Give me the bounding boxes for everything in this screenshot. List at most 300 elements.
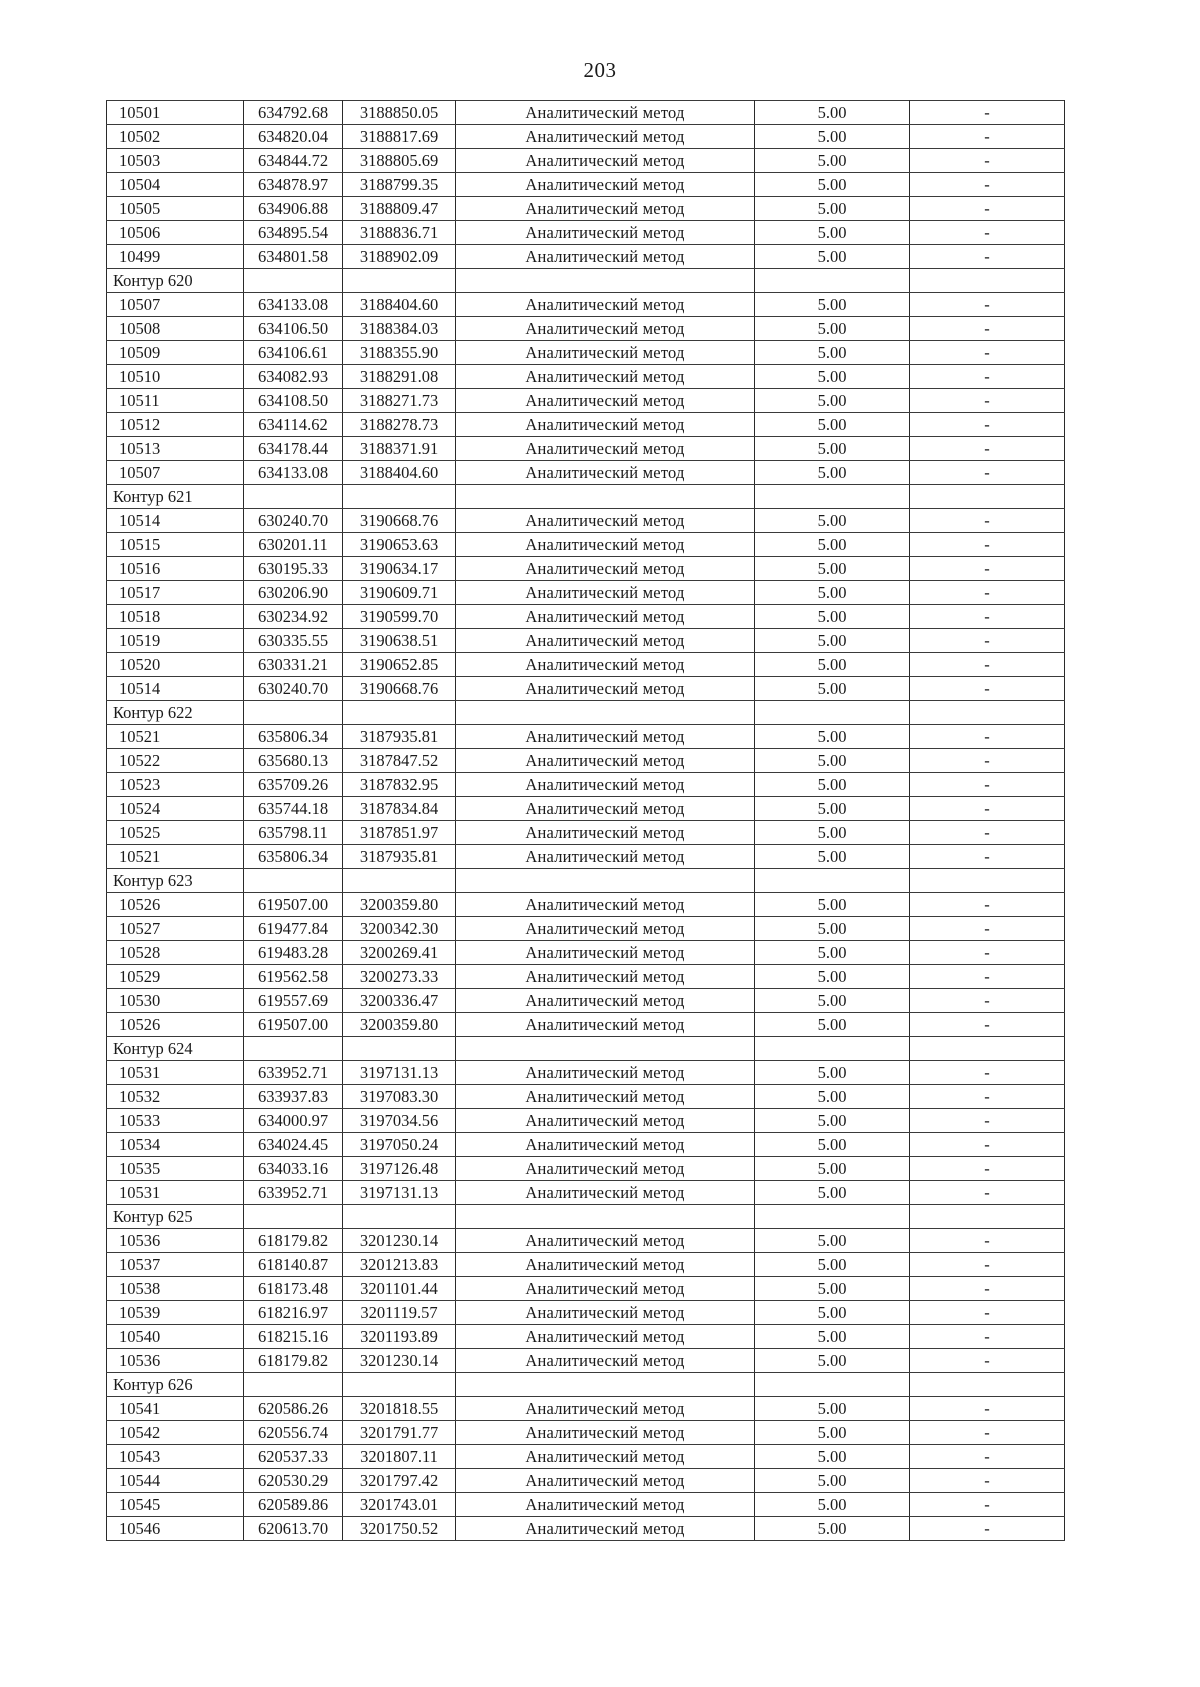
method-cell: Аналитический метод [456,941,755,965]
method-cell: Аналитический метод [456,1469,755,1493]
x-coordinate-cell: 634082.93 [244,365,343,389]
method-cell: Аналитический метод [456,221,755,245]
point-id-cell: 10499 [107,245,244,269]
method-cell: Аналитический метод [456,605,755,629]
note-cell: - [910,437,1065,461]
y-coordinate-cell: 3188902.09 [343,245,456,269]
table-row [107,1013,1065,1037]
accuracy-cell: 5.00 [755,125,910,149]
y-coordinate-cell: 3188836.71 [343,221,456,245]
x-coordinate-cell: 633937.83 [244,1085,343,1109]
accuracy-cell: 5.00 [755,1109,910,1133]
table-row [107,149,1065,173]
point-id-cell: 10516 [107,557,244,581]
y-coordinate-cell: 3190668.76 [343,677,456,701]
accuracy-cell: 5.00 [755,245,910,269]
empty-cell [456,1037,755,1061]
contour-label: Контур 621 [107,485,244,509]
y-coordinate-cell: 3201230.14 [343,1349,456,1373]
accuracy-cell: 5.00 [755,1157,910,1181]
point-id-cell: 10523 [107,773,244,797]
contour-header-row [107,1037,1065,1061]
y-coordinate-cell: 3187935.81 [343,845,456,869]
coordinates-table [106,100,1065,1541]
x-coordinate-cell: 635806.34 [244,845,343,869]
accuracy-cell: 5.00 [755,1421,910,1445]
empty-cell [456,869,755,893]
point-id-cell: 10539 [107,1301,244,1325]
empty-cell [755,269,910,293]
note-cell: - [910,989,1065,1013]
accuracy-cell: 5.00 [755,989,910,1013]
note-cell: - [910,1157,1065,1181]
table-row [107,629,1065,653]
x-coordinate-cell: 618179.82 [244,1229,343,1253]
method-cell: Аналитический метод [456,1181,755,1205]
accuracy-cell: 5.00 [755,1397,910,1421]
table-row [107,965,1065,989]
accuracy-cell: 5.00 [755,1445,910,1469]
y-coordinate-cell: 3201119.57 [343,1301,456,1325]
point-id-cell: 10506 [107,221,244,245]
note-cell: - [910,197,1065,221]
point-id-cell: 10518 [107,605,244,629]
table-row [107,1181,1065,1205]
empty-cell [910,701,1065,725]
note-cell: - [910,917,1065,941]
x-coordinate-cell: 634878.97 [244,173,343,197]
empty-cell [910,485,1065,509]
accuracy-cell: 5.00 [755,725,910,749]
table-row [107,437,1065,461]
accuracy-cell: 5.00 [755,893,910,917]
contour-header-row [107,869,1065,893]
x-coordinate-cell: 619557.69 [244,989,343,1013]
y-coordinate-cell: 3197034.56 [343,1109,456,1133]
x-coordinate-cell: 635744.18 [244,797,343,821]
empty-cell [755,1205,910,1229]
x-coordinate-cell: 620537.33 [244,1445,343,1469]
x-coordinate-cell: 634024.45 [244,1133,343,1157]
method-cell: Аналитический метод [456,797,755,821]
table-row [107,1421,1065,1445]
empty-cell [343,1037,456,1061]
point-id-cell: 10542 [107,1421,244,1445]
note-cell: - [910,965,1065,989]
note-cell: - [910,1517,1065,1541]
accuracy-cell: 5.00 [755,1493,910,1517]
contour-label: Контур 622 [107,701,244,725]
table-row [107,749,1065,773]
table-row [107,1277,1065,1301]
method-cell: Аналитический метод [456,1229,755,1253]
accuracy-cell: 5.00 [755,1253,910,1277]
table-row [107,1493,1065,1517]
table-row [107,1325,1065,1349]
y-coordinate-cell: 3187834.84 [343,797,456,821]
method-cell: Аналитический метод [456,1301,755,1325]
point-id-cell: 10514 [107,677,244,701]
method-cell: Аналитический метод [456,125,755,149]
table-row [107,533,1065,557]
y-coordinate-cell: 3201193.89 [343,1325,456,1349]
x-coordinate-cell: 634033.16 [244,1157,343,1181]
table-row [107,413,1065,437]
point-id-cell: 10519 [107,629,244,653]
point-id-cell: 10532 [107,1085,244,1109]
table-row [107,1061,1065,1085]
point-id-cell: 10543 [107,1445,244,1469]
point-id-cell: 10504 [107,173,244,197]
point-id-cell: 10545 [107,1493,244,1517]
accuracy-cell: 5.00 [755,821,910,845]
y-coordinate-cell: 3188291.08 [343,365,456,389]
point-id-cell: 10534 [107,1133,244,1157]
x-coordinate-cell: 634114.62 [244,413,343,437]
method-cell: Аналитический метод [456,1517,755,1541]
y-coordinate-cell: 3188271.73 [343,389,456,413]
coordinates-table-body [107,101,1065,1541]
point-id-cell: 10525 [107,821,244,845]
table-row [107,1133,1065,1157]
note-cell: - [910,173,1065,197]
x-coordinate-cell: 618215.16 [244,1325,343,1349]
x-coordinate-cell: 620530.29 [244,1469,343,1493]
note-cell: - [910,389,1065,413]
accuracy-cell: 5.00 [755,509,910,533]
note-cell: - [910,1445,1065,1469]
x-coordinate-cell: 620586.26 [244,1397,343,1421]
note-cell: - [910,1349,1065,1373]
x-coordinate-cell: 630201.11 [244,533,343,557]
point-id-cell: 10502 [107,125,244,149]
accuracy-cell: 5.00 [755,941,910,965]
x-coordinate-cell: 619507.00 [244,1013,343,1037]
point-id-cell: 10510 [107,365,244,389]
point-id-cell: 10503 [107,149,244,173]
note-cell: - [910,1013,1065,1037]
note-cell: - [910,1325,1065,1349]
point-id-cell: 10541 [107,1397,244,1421]
x-coordinate-cell: 635680.13 [244,749,343,773]
y-coordinate-cell: 3188817.69 [343,125,456,149]
empty-cell [910,1205,1065,1229]
point-id-cell: 10535 [107,1157,244,1181]
point-id-cell: 10528 [107,941,244,965]
note-cell: - [910,341,1065,365]
note-cell: - [910,1397,1065,1421]
empty-cell [343,1205,456,1229]
method-cell: Аналитический метод [456,1421,755,1445]
y-coordinate-cell: 3201101.44 [343,1277,456,1301]
empty-cell [244,1205,343,1229]
accuracy-cell: 5.00 [755,1061,910,1085]
x-coordinate-cell: 634844.72 [244,149,343,173]
y-coordinate-cell: 3188404.60 [343,293,456,317]
method-cell: Аналитический метод [456,581,755,605]
table-row [107,989,1065,1013]
method-cell: Аналитический метод [456,1109,755,1133]
table-row [107,509,1065,533]
x-coordinate-cell: 634906.88 [244,197,343,221]
empty-cell [244,1037,343,1061]
x-coordinate-cell: 630206.90 [244,581,343,605]
y-coordinate-cell: 3201743.01 [343,1493,456,1517]
empty-cell [244,701,343,725]
method-cell: Аналитический метод [456,245,755,269]
method-cell: Аналитический метод [456,1157,755,1181]
y-coordinate-cell: 3201230.14 [343,1229,456,1253]
method-cell: Аналитический метод [456,197,755,221]
y-coordinate-cell: 3187847.52 [343,749,456,773]
y-coordinate-cell: 3200336.47 [343,989,456,1013]
contour-label: Контур 624 [107,1037,244,1061]
contour-label: Контур 620 [107,269,244,293]
table-row [107,101,1065,125]
method-cell: Аналитический метод [456,293,755,317]
x-coordinate-cell: 634178.44 [244,437,343,461]
y-coordinate-cell: 3201750.52 [343,1517,456,1541]
table-row [107,1517,1065,1541]
note-cell: - [910,1109,1065,1133]
y-coordinate-cell: 3197126.48 [343,1157,456,1181]
table-row [107,1301,1065,1325]
contour-header-row [107,1205,1065,1229]
method-cell: Аналитический метод [456,173,755,197]
x-coordinate-cell: 630240.70 [244,677,343,701]
empty-cell [343,485,456,509]
method-cell: Аналитический метод [456,533,755,557]
method-cell: Аналитический метод [456,461,755,485]
x-coordinate-cell: 634895.54 [244,221,343,245]
note-cell: - [910,221,1065,245]
table-row [107,125,1065,149]
table-row [107,245,1065,269]
accuracy-cell: 5.00 [755,1229,910,1253]
x-coordinate-cell: 630331.21 [244,653,343,677]
accuracy-cell: 5.00 [755,317,910,341]
method-cell: Аналитический метод [456,917,755,941]
y-coordinate-cell: 3190638.51 [343,629,456,653]
empty-cell [755,1037,910,1061]
x-coordinate-cell: 633952.71 [244,1181,343,1205]
y-coordinate-cell: 3200359.80 [343,893,456,917]
y-coordinate-cell: 3188809.47 [343,197,456,221]
table-row [107,1445,1065,1469]
note-cell: - [910,293,1065,317]
page-number: 203 [583,58,617,82]
note-cell: - [910,101,1065,125]
accuracy-cell: 5.00 [755,437,910,461]
accuracy-cell: 5.00 [755,1349,910,1373]
accuracy-cell: 5.00 [755,1133,910,1157]
accuracy-cell: 5.00 [755,1301,910,1325]
y-coordinate-cell: 3197050.24 [343,1133,456,1157]
note-cell: - [910,845,1065,869]
accuracy-cell: 5.00 [755,461,910,485]
x-coordinate-cell: 634820.04 [244,125,343,149]
empty-cell [910,1373,1065,1397]
x-coordinate-cell: 634133.08 [244,293,343,317]
method-cell: Аналитический метод [456,149,755,173]
point-id-cell: 10538 [107,1277,244,1301]
method-cell: Аналитический метод [456,629,755,653]
table-row [107,1085,1065,1109]
table-row [107,1157,1065,1181]
accuracy-cell: 5.00 [755,1517,910,1541]
point-id-cell: 10536 [107,1349,244,1373]
note-cell: - [910,1061,1065,1085]
y-coordinate-cell: 3201807.11 [343,1445,456,1469]
point-id-cell: 10521 [107,845,244,869]
accuracy-cell: 5.00 [755,1277,910,1301]
note-cell: - [910,1469,1065,1493]
x-coordinate-cell: 634108.50 [244,389,343,413]
point-id-cell: 10517 [107,581,244,605]
empty-cell [244,485,343,509]
point-id-cell: 10511 [107,389,244,413]
accuracy-cell: 5.00 [755,653,910,677]
x-coordinate-cell: 634106.61 [244,341,343,365]
empty-cell [755,1373,910,1397]
note-cell: - [910,365,1065,389]
note-cell: - [910,413,1065,437]
y-coordinate-cell: 3188371.91 [343,437,456,461]
accuracy-cell: 5.00 [755,149,910,173]
method-cell: Аналитический метод [456,773,755,797]
method-cell: Аналитический метод [456,725,755,749]
note-cell: - [910,1133,1065,1157]
table-row [107,605,1065,629]
accuracy-cell: 5.00 [755,557,910,581]
contour-label: Контур 623 [107,869,244,893]
empty-cell [244,269,343,293]
y-coordinate-cell: 3188278.73 [343,413,456,437]
note-cell: - [910,125,1065,149]
contour-label: Контур 625 [107,1205,244,1229]
method-cell: Аналитический метод [456,1445,755,1469]
table-row [107,773,1065,797]
point-id-cell: 10531 [107,1181,244,1205]
table-row [107,1349,1065,1373]
point-id-cell: 10533 [107,1109,244,1133]
y-coordinate-cell: 3188404.60 [343,461,456,485]
point-id-cell: 10526 [107,1013,244,1037]
table-row [107,1253,1065,1277]
y-coordinate-cell: 3187935.81 [343,725,456,749]
x-coordinate-cell: 620613.70 [244,1517,343,1541]
point-id-cell: 10507 [107,293,244,317]
method-cell: Аналитический метод [456,413,755,437]
y-coordinate-cell: 3187832.95 [343,773,456,797]
x-coordinate-cell: 634792.68 [244,101,343,125]
note-cell: - [910,557,1065,581]
point-id-cell: 10513 [107,437,244,461]
y-coordinate-cell: 3188805.69 [343,149,456,173]
note-cell: - [910,629,1065,653]
note-cell: - [910,581,1065,605]
y-coordinate-cell: 3188799.35 [343,173,456,197]
accuracy-cell: 5.00 [755,581,910,605]
accuracy-cell: 5.00 [755,773,910,797]
y-coordinate-cell: 3200273.33 [343,965,456,989]
note-cell: - [910,1229,1065,1253]
point-id-cell: 10530 [107,989,244,1013]
method-cell: Аналитический метод [456,389,755,413]
x-coordinate-cell: 634000.97 [244,1109,343,1133]
table-row [107,389,1065,413]
accuracy-cell: 5.00 [755,293,910,317]
method-cell: Аналитический метод [456,509,755,533]
point-id-cell: 10507 [107,461,244,485]
y-coordinate-cell: 3200359.80 [343,1013,456,1037]
point-id-cell: 10509 [107,341,244,365]
method-cell: Аналитический метод [456,341,755,365]
method-cell: Аналитический метод [456,557,755,581]
method-cell: Аналитический метод [456,965,755,989]
empty-cell [456,1205,755,1229]
x-coordinate-cell: 620556.74 [244,1421,343,1445]
empty-cell [343,869,456,893]
x-coordinate-cell: 633952.71 [244,1061,343,1085]
note-cell: - [910,1421,1065,1445]
y-coordinate-cell: 3200269.41 [343,941,456,965]
empty-cell [343,701,456,725]
y-coordinate-cell: 3190652.85 [343,653,456,677]
note-cell: - [910,245,1065,269]
x-coordinate-cell: 635709.26 [244,773,343,797]
x-coordinate-cell: 619562.58 [244,965,343,989]
point-id-cell: 10546 [107,1517,244,1541]
method-cell: Аналитический метод [456,989,755,1013]
x-coordinate-cell: 618140.87 [244,1253,343,1277]
accuracy-cell: 5.00 [755,605,910,629]
note-cell: - [910,533,1065,557]
accuracy-cell: 5.00 [755,797,910,821]
accuracy-cell: 5.00 [755,1085,910,1109]
table-row [107,845,1065,869]
x-coordinate-cell: 630335.55 [244,629,343,653]
x-coordinate-cell: 619477.84 [244,917,343,941]
empty-cell [456,269,755,293]
empty-cell [343,1373,456,1397]
note-cell: - [910,773,1065,797]
note-cell: - [910,317,1065,341]
x-coordinate-cell: 618173.48 [244,1277,343,1301]
accuracy-cell: 5.00 [755,221,910,245]
method-cell: Аналитический метод [456,845,755,869]
method-cell: Аналитический метод [456,1253,755,1277]
note-cell: - [910,1301,1065,1325]
method-cell: Аналитический метод [456,317,755,341]
y-coordinate-cell: 3187851.97 [343,821,456,845]
empty-cell [755,869,910,893]
y-coordinate-cell: 3197131.13 [343,1061,456,1085]
point-id-cell: 10501 [107,101,244,125]
x-coordinate-cell: 634106.50 [244,317,343,341]
method-cell: Аналитический метод [456,1277,755,1301]
method-cell: Аналитический метод [456,1349,755,1373]
y-coordinate-cell: 3190599.70 [343,605,456,629]
accuracy-cell: 5.00 [755,845,910,869]
note-cell: - [910,461,1065,485]
contour-header-row [107,485,1065,509]
point-id-cell: 10531 [107,1061,244,1085]
accuracy-cell: 5.00 [755,389,910,413]
y-coordinate-cell: 3190634.17 [343,557,456,581]
note-cell: - [910,821,1065,845]
accuracy-cell: 5.00 [755,965,910,989]
